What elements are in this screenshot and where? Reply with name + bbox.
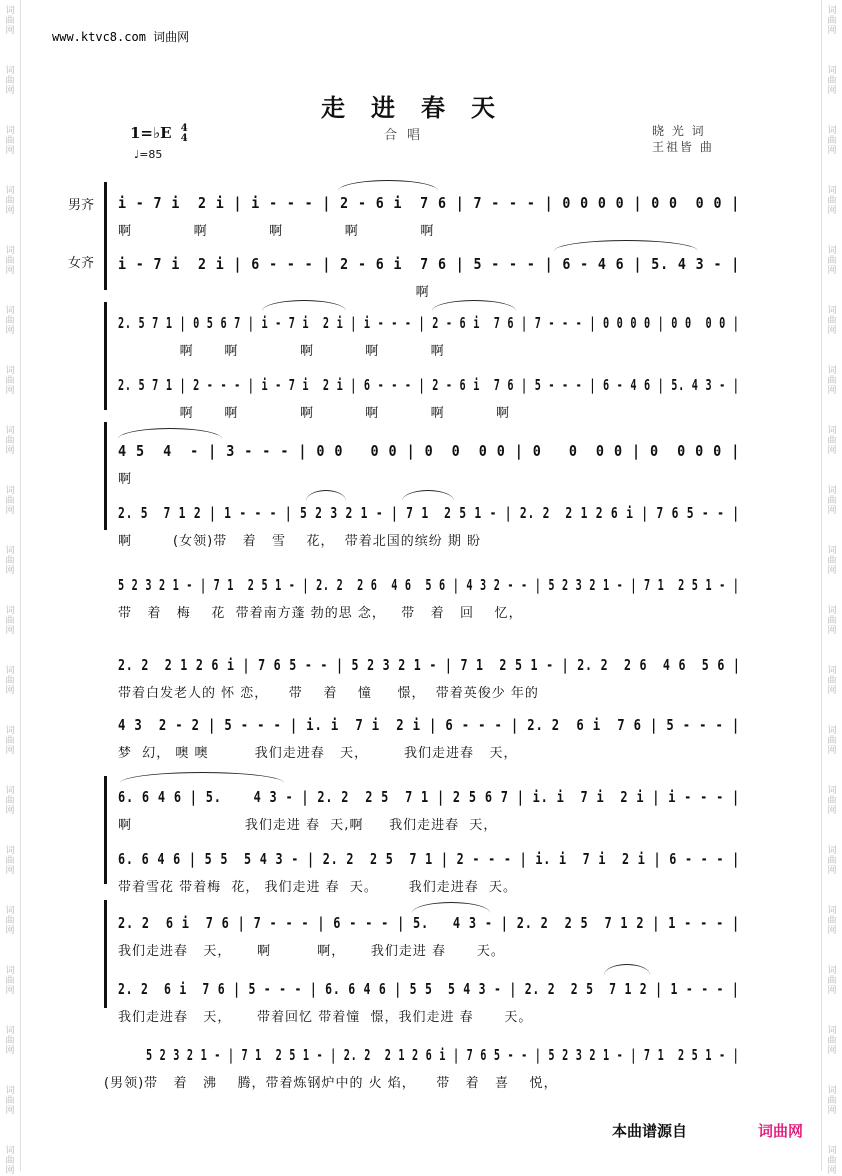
watermark-text: 词 曲 网 [827, 906, 837, 936]
source-label: 本曲谱源自 [612, 1122, 688, 1140]
lyric-line: 啊 [118, 285, 430, 300]
slur [402, 490, 454, 501]
subtitle: 合唱 [384, 128, 431, 143]
notation-line: 4 5 4 - | 3 - - - | 0 0 0 0 | 0 0 0 0 | 0 0 0 0 | 0 0 0 0 | [118, 442, 741, 460]
slur [118, 428, 222, 439]
notation-line: 5 2 3 2 1 - | 7 1 2 5 1 - | 2. 2 2 1 2 6 i | 7 6 5 - - | 5 2 3 2 1 - | 7 1 2 5 1 - | [146, 1046, 740, 1064]
notation-line: 5 2 3 2 1 - | 7 1 2 5 1 - | 2. 2 2 6 4 6 5 6 | 4 3 2 - - | 5 2 3 2 1 - | 7 1 2 5 1 - | [118, 576, 740, 594]
watermark-text: 词 曲 网 [5, 6, 15, 36]
left-watermark-strip [0, 0, 21, 1176]
lyric-line: 啊 (女领)带 着 雪 花， 带着北国的缤纷 期 盼 [118, 534, 482, 549]
song-title: 走进春天 [321, 94, 521, 122]
watermark-text: 词 曲 网 [5, 366, 15, 396]
slur [338, 180, 438, 191]
notation-line: i - 7 i 2 i | 6 - - - | 2 - 6 i 7 6 | 5 - - - | 6 - 4 6 | 5. 4 3 - | [118, 255, 741, 273]
watermark-text: 词 曲 网 [5, 966, 15, 996]
slur [604, 964, 650, 975]
lyric-line: 我们走进春 天， 带着回忆 带着憧 憬，我们走进 春 天。 [118, 1010, 533, 1025]
composer-credit: 王祖皆 曲 [652, 140, 714, 154]
slur [306, 490, 346, 501]
notation-line: 2. 5 7 1 2 | 1 - - - | 5 2 3 2 1 - | 7 1 2 5 1 - | 2. 2 2 1 2 6 i | 7 6 5 - - | [118, 504, 740, 522]
lyric-line: 啊 啊 啊 啊 啊 [118, 344, 445, 359]
key-label: 1=♭E [130, 124, 172, 142]
notation-line: 2. 2 2 1 2 6 i | 7 6 5 - - | 5 2 3 2 1 - | 7 1 2 5 1 - | 2. 2 2 6 4 6 5 6 | [118, 656, 741, 674]
watermark-text: 词 曲 网 [827, 726, 837, 756]
watermark-text: 词 曲 网 [5, 606, 15, 636]
system-bracket [104, 776, 112, 884]
watermark-text: 词 曲 网 [827, 366, 837, 396]
notation-line: 2. 2 6 i 7 6 | 7 - - - | 6 - - - | 5. 4 3 - | 2. 2 2 5 7 1 2 | 1 - - - | [118, 914, 741, 932]
system-bracket [104, 302, 112, 410]
watermark-text: 词 曲 网 [5, 306, 15, 336]
slur [262, 300, 346, 311]
notation-line: 4 3 2 - 2 | 5 - - - | i. i 7 i 2 i | 6 - - - | 2. 2 6 i 7 6 | 5 - - - | [118, 716, 741, 734]
notation-line: 2. 2 6 i 7 6 | 5 - - - | 6. 6 4 6 | 5 5 5 4 3 - | 2. 2 2 5 7 1 2 | 1 - - - | [118, 980, 740, 998]
watermark-text: 词 曲 网 [5, 906, 15, 936]
watermark-text: 词 曲 网 [5, 486, 15, 516]
right-watermark-strip [821, 0, 842, 1176]
notation-line: 2. 5 7 1 | 2 - - - | i - 7 i 2 i | 6 - - - | 2 - 6 i 7 6 | 5 - - - | 6 - 4 6 | 5. 4 3 - | [118, 376, 740, 394]
system-bracket [104, 900, 112, 1008]
lyric-line: 带着白发老人的 怀 恋， 带 着 憧 憬， 带着英俊少 年的 [118, 686, 539, 701]
lyric-line: 啊 [118, 472, 133, 487]
watermark-text: 词 曲 网 [827, 126, 837, 156]
lyric-line: 啊 啊 啊 啊 啊 [118, 224, 435, 239]
watermark-text: 词 曲 网 [5, 1146, 15, 1176]
slur [432, 300, 516, 311]
watermark-text: 词 曲 网 [5, 186, 15, 216]
slur [120, 772, 284, 783]
lyric-line: 带着雪花 带着梅 花， 我们走进 春 天。 我们走进春 天。 [118, 880, 517, 895]
brand-logo[interactable]: 词曲网 [758, 1122, 804, 1140]
watermark-text: 词 曲 网 [827, 486, 837, 516]
watermark-text: 词 曲 网 [827, 306, 837, 336]
watermark-text: 词 曲 网 [827, 966, 837, 996]
watermark-text: 词 曲 网 [827, 666, 837, 696]
lyric-line: 我们走进春 天， 啊 啊， 我们走进 春 天。 [118, 944, 505, 959]
notation-line: 2. 5 7 1 | 0 5 6 7 | i - 7 i 2 i | i - - - | 2 - 6 i 7 6 | 7 - - - | 0 0 0 0 | 0 0 0 0 | [118, 314, 740, 332]
watermark-text: 词 曲 网 [827, 6, 837, 36]
lyric-line: 梦 幻， 噢 噢 我们走进春 天， 我们走进春 天， [118, 746, 518, 761]
watermark-text: 词 曲 网 [5, 66, 15, 96]
watermark-text: 词 曲 网 [5, 126, 15, 156]
lyric-line: (男领)带 着 沸 腾，带着炼钢炉中的 火 焰， 带 着 喜 悦， [104, 1076, 558, 1091]
watermark-text: 词 曲 网 [5, 246, 15, 276]
voice-label-male: 男齐 [68, 198, 95, 213]
slur [554, 240, 698, 251]
watermark-text: 词 曲 网 [827, 546, 837, 576]
watermark-text: 词 曲 网 [827, 1026, 837, 1056]
lyric-line: 啊 我们走进 春 天,啊 我们走进春 天， [118, 818, 498, 833]
watermark-text: 词 曲 网 [827, 1086, 837, 1116]
watermark-text: 词 曲 网 [827, 786, 837, 816]
watermark-text: 词 曲 网 [5, 546, 15, 576]
watermark-text: 词 曲 网 [5, 786, 15, 816]
notation-line: i - 7 i 2 i | i - - - | 2 - 6 i 7 6 | 7 - - - | 0 0 0 0 | 0 0 0 0 | [118, 194, 741, 212]
watermark-text: 词 曲 网 [827, 186, 837, 216]
lyric-line: 带 着 梅 花 带着南方蓬 勃的思 念， 带 着 回 忆， [118, 606, 523, 621]
time-denominator: 4 [180, 133, 188, 144]
tempo-marking: ♩=85 [134, 148, 163, 161]
voice-label-female: 女齐 [68, 256, 95, 271]
watermark-text: 词 曲 网 [827, 246, 837, 276]
watermark-text: 词 曲 网 [5, 846, 15, 876]
slur [412, 902, 490, 913]
watermark-text: 词 曲 网 [827, 606, 837, 636]
site-link[interactable]: www.ktvc8.com 词曲网 [52, 30, 190, 44]
notation-line: 6. 6 4 6 | 5. 4 3 - | 2. 2 2 5 7 1 | 2 5 6 7 | i. i 7 i 2 i | i - - - | [118, 788, 741, 806]
key-signature [130, 124, 188, 144]
time-numerator: 4 [180, 123, 188, 134]
watermark-text: 词 曲 网 [5, 1086, 15, 1116]
watermark-text: 词 曲 网 [827, 426, 837, 456]
lyricist-credit: 晓 光 词 [652, 124, 706, 138]
watermark-text: 词 曲 网 [827, 846, 837, 876]
watermark-text: 词 曲 网 [5, 666, 15, 696]
lyric-line: 啊 啊 啊 啊 啊 啊 [118, 406, 510, 421]
system-bracket [104, 182, 112, 290]
watermark-text: 词 曲 网 [5, 1026, 15, 1056]
time-signature [181, 124, 188, 144]
watermark-text: 词 曲 网 [827, 66, 837, 96]
watermark-text: 词 曲 网 [827, 1146, 837, 1176]
system-bracket [104, 422, 112, 530]
watermark-text: 词 曲 网 [5, 726, 15, 756]
notation-line: 6. 6 4 6 | 5 5 5 4 3 - | 2. 2 2 5 7 1 | 2 - - - | i. i 7 i 2 i | 6 - - - | [118, 850, 741, 868]
watermark-text: 词 曲 网 [5, 426, 15, 456]
